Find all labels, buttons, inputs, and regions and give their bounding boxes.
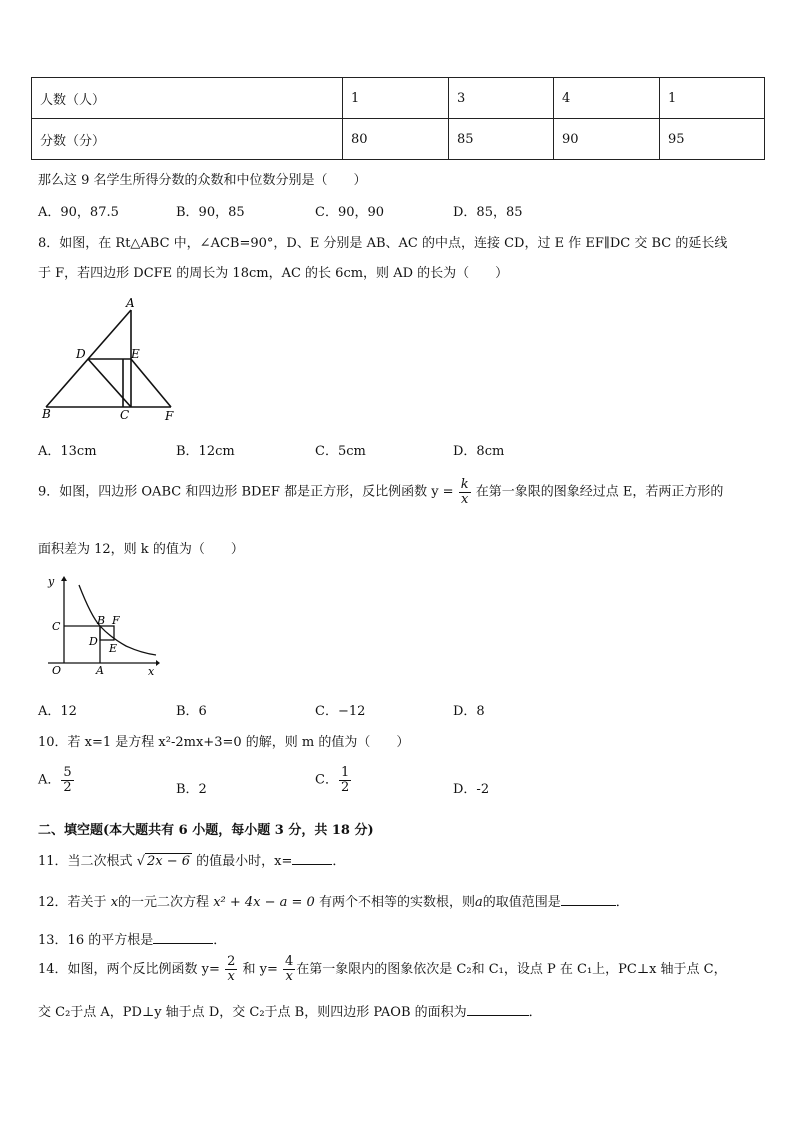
q8-stem-line1: 8．如图，在 Rt△ABC 中，∠ACB=90°，D、E 分别是 AB、AC 的中点，连接 CD，过 E 作 EF∥DC 交 BC 的延长线: [38, 236, 728, 251]
q9-label-o: O: [52, 664, 62, 677]
q9-fraction-numerator: k: [460, 477, 469, 492]
table-row: [32, 78, 765, 119]
q9-square-diagram: [36, 573, 161, 683]
q12-variable-2: a: [474, 895, 483, 910]
q7-option-b: B．90，85: [176, 205, 245, 220]
q10-option-a-denominator: 2: [63, 779, 72, 795]
q14-text-c: 在第一象限内的图象依次是 C₂和 C₁，设点 P 在 C₁上，PC⊥x 轴于点 C，: [296, 962, 727, 977]
table-cell: 1: [660, 78, 765, 119]
q10-option-c: [315, 766, 352, 794]
q14-fraction-2: [283, 955, 295, 983]
table-cell: 80: [343, 119, 449, 160]
q9-option-b: B．6: [176, 704, 207, 719]
q10-stem: 10．若 x=1 是方程 x²-2mx+3=0 的解，则 m 的值为（ ）: [38, 735, 410, 750]
q13-answer-blank[interactable]: [153, 943, 213, 944]
q8-stem-line2: 于 F，若四边形 DCFE 的周长为 18cm，AC 的长 6cm，则 AD 的长为（ ）: [38, 266, 509, 281]
q11-stem: [38, 850, 345, 869]
q11-radicand: 2x − 6: [146, 854, 191, 869]
q8-label-f: F: [165, 409, 174, 423]
q13-stem: [38, 929, 226, 948]
q12-equation: x² + 4x − a = 0: [213, 895, 315, 910]
q10-option-c-prefix: C．: [315, 772, 338, 788]
q14-stem-line1: [38, 955, 727, 985]
q10-option-c-numerator: 1: [340, 765, 350, 780]
q12-stem: [38, 891, 629, 910]
q12-text-d: 的取值范围是: [482, 895, 561, 910]
q8-option-a: A．13cm: [38, 444, 97, 459]
q10-option-c-fraction: [339, 766, 351, 794]
q13-text-b: ．: [213, 933, 227, 948]
q9-option-a: A．12: [38, 704, 77, 719]
q7-option-c: C．90，90: [315, 205, 385, 220]
table-cell: 85: [449, 119, 554, 160]
q9-label-x: x: [148, 665, 155, 678]
table-cell: 4: [554, 78, 660, 119]
q9-option-c: C．−12: [315, 704, 366, 719]
q9-label-e: E: [109, 642, 118, 655]
q8-label-e: E: [131, 347, 140, 361]
q12-text-a: 12．若关于: [38, 895, 107, 910]
q14-text-line2: 交 C₂于点 A，PD⊥y 轴于点 D，交 C₂于点 B，则四边形 PAOB 的面积为: [38, 1005, 467, 1020]
q14-text-a: 14．如图，两个反比例函数 y=: [38, 962, 220, 977]
q9-label-c: C: [52, 620, 61, 633]
q10-option-a-numerator: 5: [63, 765, 72, 780]
section-heading-fill-in: 二、填空题(本大题共有 6 小题，每小题 3 分，共 18 分): [38, 823, 374, 838]
q14-text-end: ．: [528, 1005, 542, 1020]
q9-label-a: A: [96, 664, 104, 677]
q13-text-a: 13．16 的平方根是: [38, 933, 154, 948]
q10-option-c-denominator: 2: [340, 779, 350, 795]
q9-text-b: 在第一象限的图象经过点 E，若两正方形的: [475, 484, 724, 500]
q14-fraction-2-denominator: x: [285, 969, 293, 984]
q8-option-d: D．8cm: [453, 444, 505, 459]
q8-label-d: D: [76, 347, 86, 361]
score-table: [31, 77, 765, 160]
table-cell: 3: [449, 78, 554, 119]
q10-option-d: D．-2: [453, 782, 490, 797]
q14-fraction-1: [225, 955, 237, 983]
q11-text-a: 11．当二次根式: [38, 854, 133, 869]
q10-option-a-fraction: [61, 766, 73, 794]
q9-fraction: [459, 478, 471, 506]
table-cell: 分数（分）: [32, 119, 343, 160]
q14-fraction-1-numerator: 2: [227, 954, 236, 970]
q11-text-b: 的值最小时，x=: [196, 854, 293, 869]
q11-text-c: ．: [332, 854, 346, 869]
table-cell: 人数（人）: [32, 78, 343, 119]
q12-text-e: ．: [615, 895, 629, 910]
q12-text-b: 的一元二次方程: [118, 895, 210, 910]
sqrt-icon: √: [136, 854, 145, 869]
q9-stem-line2: 面积差为 12，则 k 的值为（ ）: [38, 542, 244, 557]
q12-variable: x: [110, 895, 119, 910]
q10-option-a-prefix: A．: [38, 772, 61, 788]
q14-fraction-1-denominator: x: [227, 969, 235, 984]
q14-answer-blank[interactable]: [467, 1015, 529, 1016]
q8-label-a: A: [126, 296, 135, 310]
q9-label-d: D: [89, 635, 98, 648]
table-row: [32, 119, 765, 160]
q8-option-c: C．5cm: [315, 444, 366, 459]
q9-label-b: B: [97, 614, 106, 627]
q7-option-d: D．85，85: [453, 205, 523, 220]
q9-option-d: D．8: [453, 704, 485, 719]
q9-label-y: y: [48, 575, 55, 588]
q9-label-f: F: [112, 614, 120, 627]
q7-stem: 那么这 9 名学生所得分数的众数和中位数分别是（ ）: [38, 173, 367, 188]
q12-text-c: 有两个不相等的实数根，则: [318, 895, 475, 910]
q12-answer-blank[interactable]: [561, 905, 616, 906]
q9-stem-line1: [38, 478, 723, 507]
q14-text-b: 和 y=: [242, 962, 278, 977]
q8-label-c: C: [120, 408, 130, 422]
q9-text-a: 9．如图，四边形 OABC 和四边形 BDEF 都是正方形，反比例函数 y =: [38, 484, 454, 500]
q14-fraction-2-numerator: 4: [285, 954, 294, 970]
table-cell: 1: [343, 78, 449, 119]
q10-option-b: B．2: [176, 782, 207, 797]
q11-answer-blank[interactable]: [292, 864, 332, 865]
q14-stem-line2: [38, 1001, 542, 1020]
q8-label-b: B: [42, 407, 51, 421]
q8-triangle-diagram: [36, 295, 186, 427]
q10-option-a: [38, 766, 75, 794]
table-cell: 95: [660, 119, 765, 160]
q8-option-b: B．12cm: [176, 444, 235, 459]
table-cell: 90: [554, 119, 660, 160]
q9-fraction-denominator: x: [460, 491, 469, 507]
q7-option-a: A．90，87.5: [38, 205, 119, 220]
